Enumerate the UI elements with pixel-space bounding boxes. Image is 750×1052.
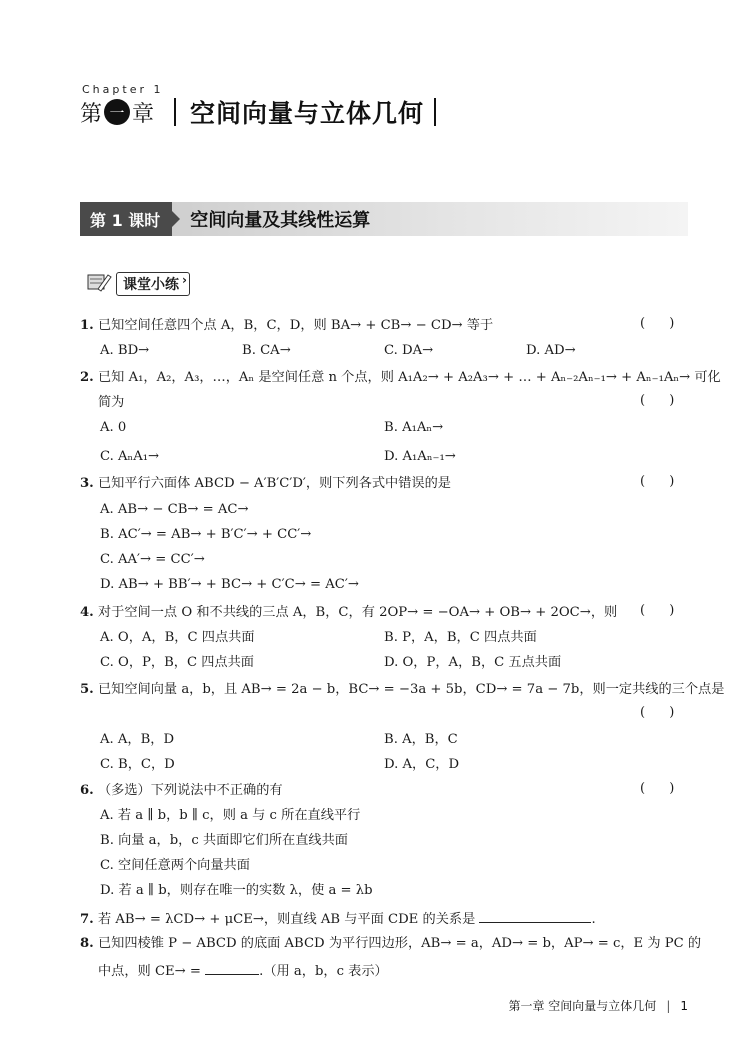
option-2c: C. AₙA₁→ <box>100 449 160 464</box>
option-3c: C. AA′→ = CC′→ <box>100 552 205 567</box>
option-2d: D. A₁Aₙ₋₁→ <box>384 449 456 464</box>
question-8-line-2 <box>98 960 388 982</box>
option-5a: A. A，B，D <box>100 732 175 747</box>
chapter-prefix: 第 <box>80 101 103 127</box>
option-4d: D. O，P，A，B，C 五点共面 <box>384 655 562 670</box>
option-5c: C. B，C，D <box>100 757 175 772</box>
question-8 <box>80 934 701 954</box>
option-3a: A. AB→ − CB→ = AC→ <box>100 502 249 517</box>
answer-blank-7[interactable] <box>479 908 591 923</box>
option-4a: A. O，A，B，C 四点共面 <box>100 630 255 645</box>
question-2 <box>80 368 721 388</box>
question-text: 已知空间任意四个点 A，B，C，D，则 BA→ + CB→ − CD→ 等于 <box>98 318 494 333</box>
question-number: 7. <box>80 912 94 927</box>
chapter-suffix: 章 <box>132 101 155 127</box>
question-3 <box>80 474 451 494</box>
chapter-divider <box>174 98 176 126</box>
option-1b: B. CA→ <box>242 343 291 358</box>
question-number: 6. <box>80 783 94 798</box>
question-number: 2. <box>80 370 94 385</box>
question-2-line-2: 简为 <box>98 395 125 410</box>
option-2a: A. 0 <box>100 420 127 435</box>
option-5b: B. A，B，C <box>384 732 458 747</box>
question-text: 对于空间一点 O 和不共线的三点 A，B，C，有 2OP→ = −OA→ + OB→ + 2OC→，则 <box>98 605 618 620</box>
question-text-end: . <box>591 912 596 927</box>
pencil-icon <box>86 271 112 297</box>
answer-paren-5: ( ) <box>640 705 675 720</box>
question-text: 若 AB→ = λCD→ + μCE→，则直线 AB 与平面 CDE 的关系是 <box>98 912 476 927</box>
option-5d: D. A，C，D <box>384 757 460 772</box>
footer-separator: | <box>666 998 671 1013</box>
question-text: 已知 A₁，A₂，A₃，…，Aₙ 是空间任意 n 个点，则 A₁A₂→ + A₂A₃→ + … + Aₙ₋₂Aₙ₋₁→ + Aₙ₋₁Aₙ→ 可化 <box>98 370 721 385</box>
question-6 <box>80 781 283 801</box>
footer-chapter: 第一章 空间向量与立体几何 <box>508 999 657 1013</box>
option-6d: D. 若 a ∥ b，则存在唯一的实数 λ，使 a = λb <box>100 883 373 898</box>
chapter-divider-end <box>434 98 436 126</box>
question-number: 8. <box>80 936 94 951</box>
question-1 <box>80 316 493 336</box>
page-footer <box>508 997 688 1014</box>
option-1a: A. BD→ <box>100 343 150 358</box>
answer-paren-1: ( ) <box>640 316 675 331</box>
chapter-en-label: Chapter 1 <box>82 83 164 96</box>
option-1d: D. AD→ <box>526 343 576 358</box>
section-label <box>86 272 190 296</box>
chapter-title: 空间向量与立体几何 <box>190 99 425 128</box>
lesson-title: 空间向量及其线性运算 <box>190 210 371 231</box>
answer-paren-3: ( ) <box>640 474 675 489</box>
question-5 <box>80 680 724 700</box>
question-number: 1. <box>80 318 94 333</box>
option-3b: B. AC′→ = AB→ + B′C′→ + CC′→ <box>100 527 312 542</box>
lesson-banner <box>80 202 688 236</box>
question-number: 4. <box>80 605 94 620</box>
chapter-number-badge: 一 <box>104 99 130 125</box>
answer-blank-8[interactable] <box>205 960 259 975</box>
question-text: 已知平行六面体 ABCD − A′B′C′D′，则下列各式中错误的是 <box>98 476 451 491</box>
option-1c: C. DA→ <box>384 343 434 358</box>
question-4 <box>80 603 617 623</box>
option-6c: C. 空间任意两个向量共面 <box>100 858 250 873</box>
option-4c: C. O，P，B，C 四点共面 <box>100 655 254 670</box>
question-7 <box>80 908 596 930</box>
lesson-tag: 第 1 课时 <box>80 202 172 236</box>
question-text: 已知空间向量 a，b，且 AB→ = 2a − b，BC→ = −3a + 5b，CD→ = 7a − 7b，则一定共线的三个点是 <box>98 682 725 697</box>
answer-paren-6: ( ) <box>640 781 675 796</box>
question-text: 已知四棱锥 P − ABCD 的底面 ABCD 为平行四边形，AB→ = a，AD→ = b，AP→ = c，E 为 PC 的 <box>98 936 702 951</box>
option-6a: A. 若 a ∥ b，b ∥ c，则 a 与 c 所在直线平行 <box>100 808 361 823</box>
question-text-end: .（用 a，b，c 表示） <box>259 964 388 979</box>
option-3d: D. AB→ + BB′→ + BC→ + C′C→ = AC′→ <box>100 577 359 592</box>
question-text: （多选）下列说法中不正确的有 <box>98 783 283 798</box>
question-number: 5. <box>80 682 94 697</box>
page-number: 1 <box>680 998 688 1013</box>
answer-paren-4: ( ) <box>640 603 675 618</box>
answer-paren-2: ( ) <box>640 393 675 408</box>
chapter-heading <box>80 96 436 128</box>
option-2b: B. A₁Aₙ→ <box>384 420 444 435</box>
question-text: 中点，则 CE→ = <box>98 964 201 979</box>
section-label-text: 课堂小练 › <box>116 272 190 296</box>
option-6b: B. 向量 a，b，c 共面即它们所在直线共面 <box>100 833 348 848</box>
question-number: 3. <box>80 476 94 491</box>
option-4b: B. P，A，B，C 四点共面 <box>384 630 537 645</box>
